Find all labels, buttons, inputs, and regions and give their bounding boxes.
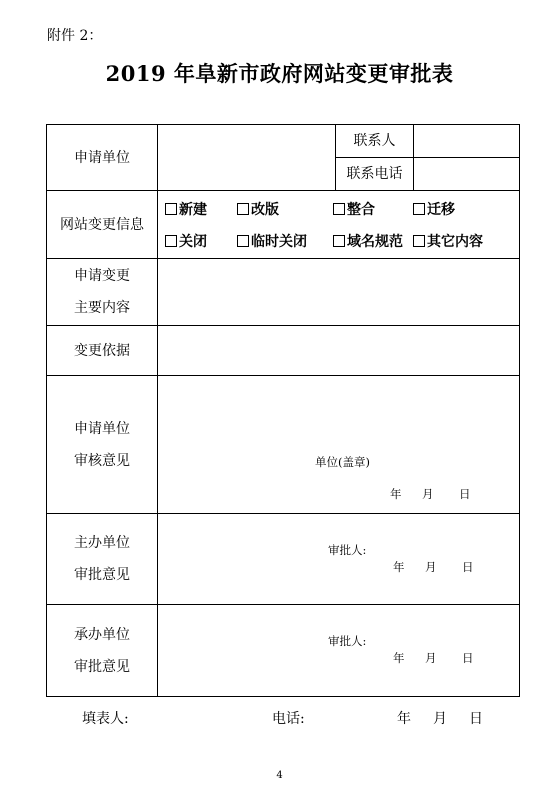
checkbox-icon [333, 235, 345, 247]
phone-label: 电话: [272, 711, 305, 727]
review-date: 年 月 日 [390, 487, 471, 501]
undertake-approver-label: 审批人: [328, 634, 367, 648]
page-number: 4 [276, 770, 283, 781]
checkbox-icon [165, 203, 177, 215]
host-approval-label: 主办单位 审批意见 [47, 514, 158, 605]
option-close[interactable]: 关闭 [165, 226, 207, 258]
undertake-date: 年 月 日 [393, 651, 474, 665]
applicant-unit-field[interactable] [158, 125, 336, 191]
option-merge[interactable]: 整合 [333, 194, 375, 226]
attachment-label: 附件 2： [47, 28, 103, 44]
checkbox-icon [333, 203, 345, 215]
contact-phone-label: 联系电话 [336, 158, 414, 191]
basis-field[interactable] [158, 326, 520, 376]
checkbox-icon [165, 235, 177, 247]
main-content-label: 申请变更 主要内容 [47, 259, 158, 326]
host-approver-label: 审批人: [328, 543, 367, 557]
applicant-unit-label: 申请单位 [47, 125, 158, 191]
form-footer [0, 708, 559, 728]
applicant-review-label: 申请单位 审核意见 [47, 376, 158, 514]
checkbox-icon [237, 235, 249, 247]
contact-person-field[interactable] [414, 125, 520, 158]
main-content-field[interactable] [158, 259, 520, 326]
option-temp-close[interactable]: 临时关闭 [237, 226, 307, 258]
contact-phone-field[interactable] [414, 158, 520, 191]
seal-label: 单位(盖章) [315, 455, 370, 469]
option-other[interactable]: 其它内容 [413, 226, 483, 258]
checkbox-icon [237, 203, 249, 215]
checkbox-icon [413, 203, 425, 215]
undertake-approval-field[interactable] [158, 605, 520, 697]
filler-label: 填表人: [82, 711, 129, 727]
host-date: 年 月 日 [393, 560, 474, 574]
approval-form-table [46, 124, 520, 697]
checkbox-icon [413, 235, 425, 247]
change-options-cell [158, 191, 520, 259]
applicant-review-field[interactable] [158, 376, 520, 514]
option-new[interactable]: 新建 [165, 194, 207, 226]
contact-person-label: 联系人 [336, 125, 414, 158]
footer-day: 日 [469, 711, 483, 727]
footer-month: 月 [433, 711, 447, 727]
change-info-label: 网站变更信息 [47, 191, 158, 259]
host-approval-field[interactable] [158, 514, 520, 605]
footer-year: 年 [397, 711, 411, 727]
basis-label: 变更依据 [47, 326, 158, 376]
option-migrate[interactable]: 迁移 [413, 194, 455, 226]
undertake-approval-label: 承办单位 审批意见 [47, 605, 158, 697]
option-domain[interactable]: 域名规范 [333, 226, 403, 258]
page-title: 2019 年阜新市政府网站变更审批表 [105, 61, 454, 86]
option-revamp[interactable]: 改版 [237, 194, 279, 226]
